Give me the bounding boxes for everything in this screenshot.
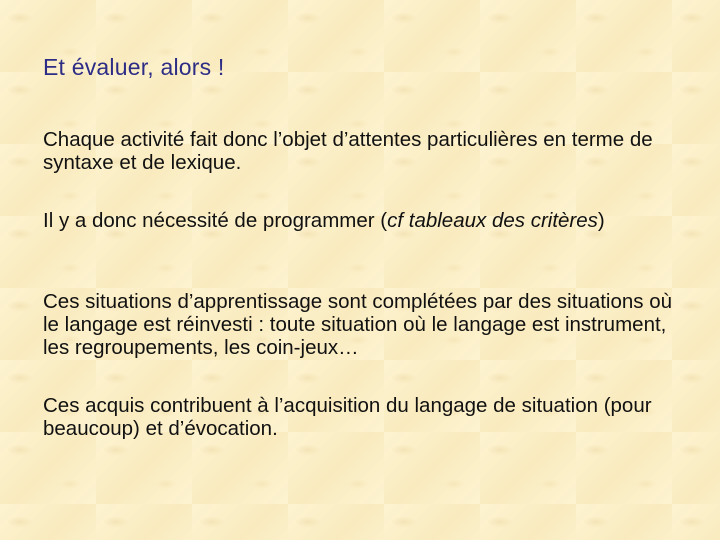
paragraph-acquis: Ces acquis contribuent à l’acquisition du langage de situation (pour beaucoup) et d’évocation.	[43, 394, 652, 440]
paragraph-programmer-text-end: )	[597, 209, 605, 232]
paragraph-programmer	[43, 209, 683, 232]
slide-title: Et évaluer, alors !	[43, 54, 225, 80]
paragraph-syntax-lexique: Chaque activité fait donc l’objet d’attentes particulières en terme de syntaxe et de lexique.	[43, 128, 653, 174]
paragraph-programmer-text-start: Il y a donc nécessité de programmer (	[43, 209, 388, 232]
paragraph-situations: Ces situations d’apprentissage sont complétées par des situations où le langage est réinvesti : toute situation où le langage est instrument, les regroupements, les coin-jeux…	[43, 290, 673, 359]
paragraph-programmer-reference: cf tableaux des critères	[387, 209, 598, 232]
